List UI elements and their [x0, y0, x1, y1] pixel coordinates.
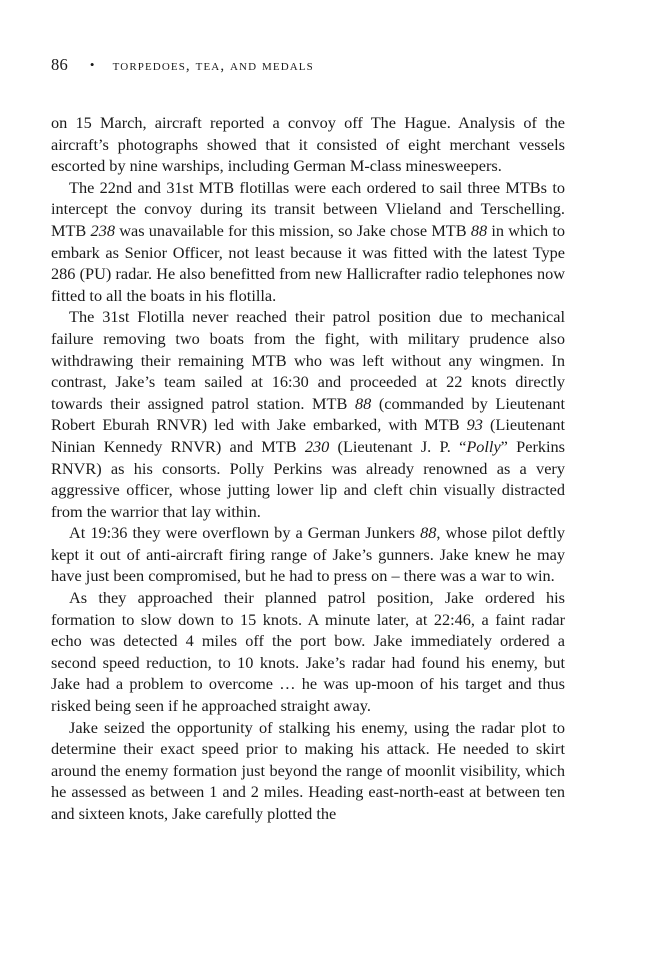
text-run: (commanded by Lieutenant Robert Eburah RNVR) led with Jake embarked, with MTB [51, 393, 565, 435]
boat-number: 230 [304, 436, 330, 456]
text-run: in which to embark as Senior Officer, not least because it was fitted with the latest Type 286 (PU) radar. He also benefitted from new Hallicrafter radio telephones now fitted to all the boats in his flotilla. [51, 220, 566, 305]
aircraft-number: 88 [420, 523, 437, 543]
running-title: torpedoes, tea, and medals [112, 58, 314, 74]
text-run: The 22nd and 31st MTB flotillas were each ordered to sail three MTBs to intercept the convoy during its transit between Vlieland and Terschelling. MTB [51, 177, 565, 240]
paragraph-3 [51, 306, 565, 522]
paragraph-1: on 15 March, aircraft reported a convoy off The Hague. Analysis of the aircraft’s photographs showed that it consisted of eight merchant vessels escorted by nine warships, including German M-class minesweepers. [51, 113, 565, 176]
running-head [51, 55, 314, 76]
boat-number: 238 [90, 220, 115, 240]
boat-number: 88 [470, 220, 488, 240]
text-run: The 31st Flotilla never reached their patrol position due to mechanical failure removing two boats from the fight, with military prudence also withdrawing their remaining MTB who was left without any wingmen. In contrast, Jake’s team sailed at 16:30 and proceeded at 22 knots directly towards their assigned patrol station. MTB [51, 307, 565, 413]
paragraph-4 [51, 522, 565, 587]
boat-number: 88 [354, 393, 372, 413]
bullet-separator: • [89, 57, 95, 72]
paragraph-5: As they approached their planned patrol position, Jake ordered his formation to slow down to 15 knots. A minute later, at 22:46, a faint radar echo was detected 4 miles off the port bow. Jake immediately ordered a second speed reduction, to 10 knots. Jake’s radar had found his enemy, but Jake had a problem to overcome … he was up-moon of his target and thus risked being seen if he approached straight away. [51, 588, 565, 716]
paragraph-2 [51, 177, 565, 307]
boat-number: 93 [466, 415, 483, 435]
text-run: At 19:36 they were overflown by a German Junkers [69, 523, 421, 543]
text-run: ” Perkins RNVR) as his consorts. Polly Perkins was already renowned as a very aggressive officer, whose jutting lower lip and cleft chin visually distracted from the warrior that lay within. [51, 436, 566, 521]
body-text [51, 112, 565, 825]
text-run: (Lieutenant Ninian Kennedy RNVR) and MTB [51, 415, 566, 456]
text-run: (Lieutenant J. P. “ [329, 436, 467, 456]
paragraph-6: Jake seized the opportunity of stalking his enemy, using the radar plot to determine their exact speed prior to making his attack. He needed to skirt around the enemy formation just beyond the range of moonlit visibility, which he assessed as between 1 and 2 miles. Heading east-north-east at between ten and sixteen knots, Jake carefully plotted the [51, 717, 565, 823]
nickname: Polly [466, 436, 501, 456]
text-run: was unavailable for this mission, so Jake chose MTB [114, 220, 471, 240]
page-number: 86 [51, 55, 68, 74]
text-run: , whose pilot deftly kept it out of anti-aircraft firing range of Jake’s gunners. Jake knew he may have just been compromised, but he had to press on – there was a war to win. [51, 523, 566, 586]
